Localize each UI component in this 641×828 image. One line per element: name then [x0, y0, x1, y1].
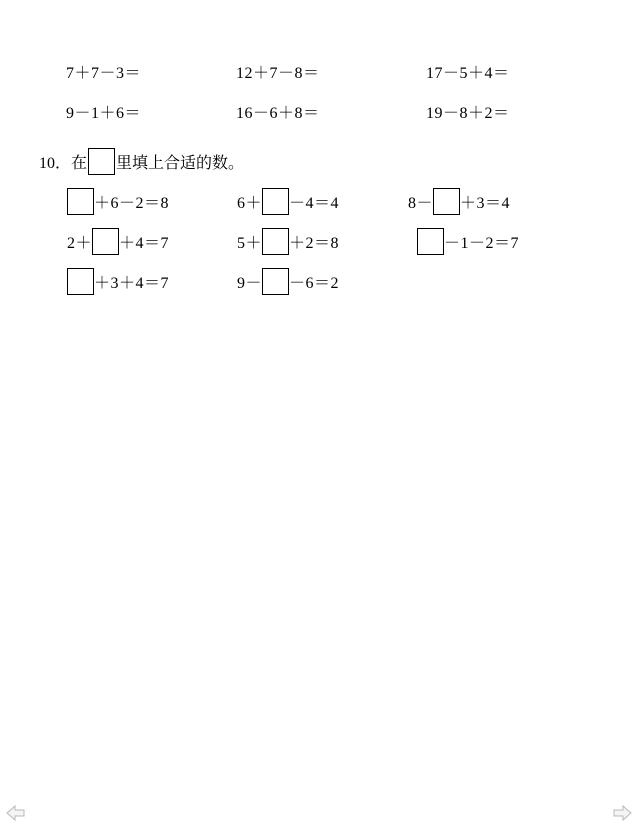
answer-box[interactable]	[417, 228, 444, 255]
expression-item: 12＋7－8＝	[236, 65, 320, 82]
fill-in-before: 2＋	[67, 235, 93, 252]
answer-box[interactable]	[92, 228, 119, 255]
fill-in-item	[67, 268, 169, 295]
title-text-after: 里填上合适的数。	[116, 155, 245, 172]
fill-in-after: ＋3＝4	[460, 195, 511, 212]
answer-box-sample	[88, 148, 115, 175]
fill-in-item	[67, 228, 169, 255]
title-text-before: 在	[71, 155, 88, 172]
right-arrow-icon[interactable]	[612, 804, 632, 822]
fill-in-after: －4＝4	[289, 195, 340, 212]
question-number: 10．	[39, 155, 72, 172]
expression-item: 17－5＋4＝	[426, 65, 510, 82]
expression-item: 7＋7－3＝	[66, 65, 142, 82]
expression-item: 9－1＋6＝	[66, 105, 142, 122]
answer-box[interactable]	[67, 268, 94, 295]
expression-item: 16－6＋8＝	[236, 105, 320, 122]
fill-in-item	[67, 188, 169, 215]
fill-in-after: ＋3＋4＝7	[94, 275, 170, 292]
answer-box[interactable]	[262, 228, 289, 255]
answer-box[interactable]	[67, 188, 94, 215]
question-title	[39, 148, 244, 175]
fill-in-item	[237, 188, 339, 215]
answer-box[interactable]	[433, 188, 460, 215]
fill-in-after: －1－2＝7	[444, 235, 520, 252]
fill-in-before: 6＋	[237, 195, 263, 212]
fill-in-before: 5＋	[237, 235, 263, 252]
fill-in-item	[408, 188, 510, 215]
answer-box[interactable]	[262, 268, 289, 295]
fill-in-after: ＋4＝7	[119, 235, 170, 252]
expression-item: 19－8＋2＝	[426, 105, 510, 122]
answer-box[interactable]	[262, 188, 289, 215]
fill-in-after: ＋2＝8	[289, 235, 340, 252]
fill-in-before: 9－	[237, 275, 263, 292]
fill-in-item	[417, 228, 519, 255]
fill-in-item	[237, 228, 339, 255]
fill-in-item	[237, 268, 339, 295]
left-arrow-icon[interactable]	[6, 804, 26, 822]
fill-in-after: －6＝2	[289, 275, 340, 292]
fill-in-before: 8－	[408, 195, 434, 212]
fill-in-after: ＋6－2＝8	[94, 195, 170, 212]
